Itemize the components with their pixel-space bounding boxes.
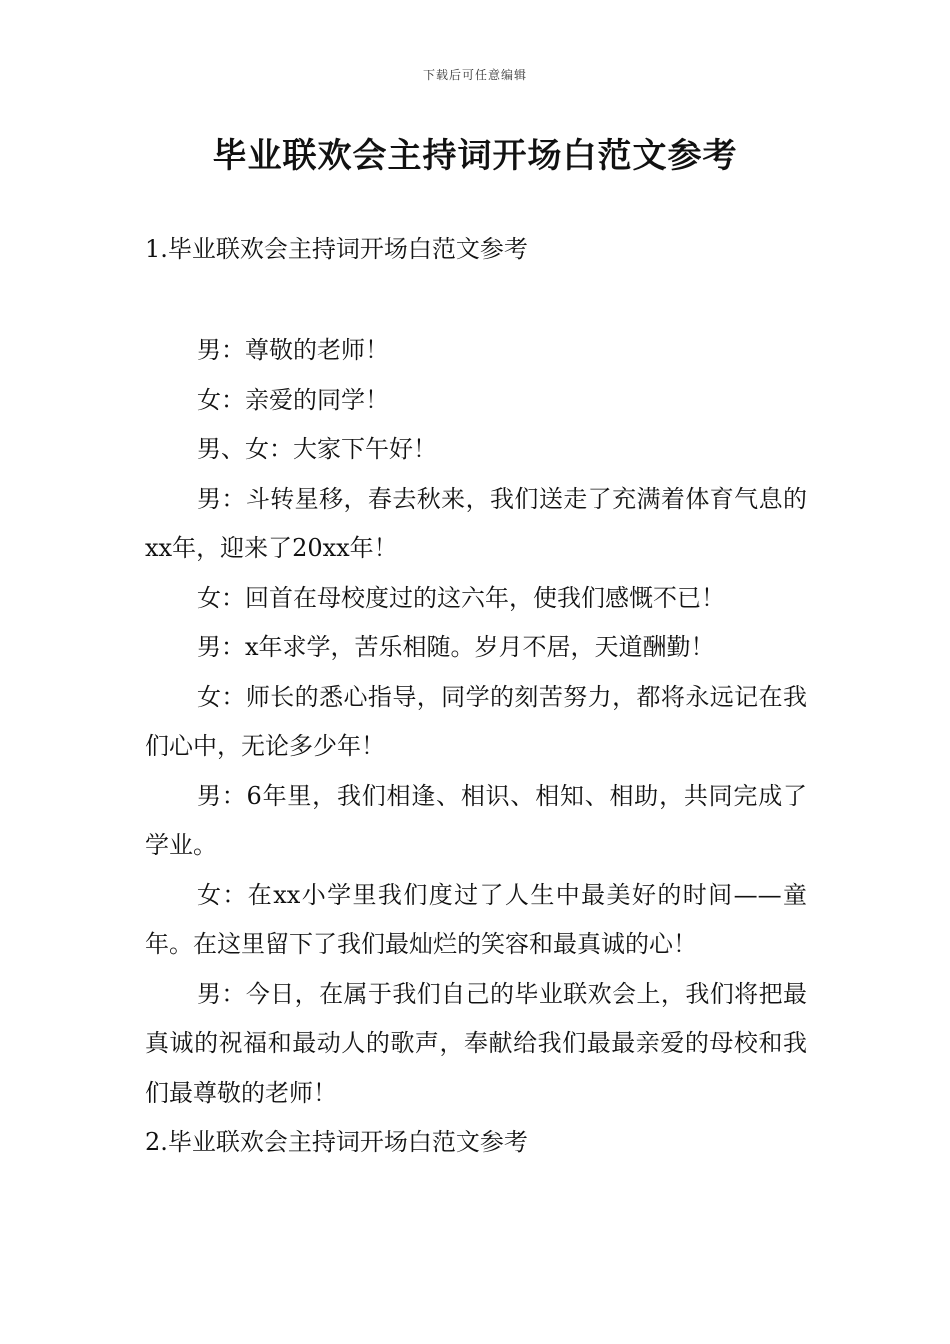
paragraph: 男：6年里，我们相逢、相识、相知、相助，共同完成了学业。 <box>145 781 807 859</box>
section-heading-1: 1.毕业联欢会主持词开场白范文参考 <box>145 235 528 263</box>
paragraph: 男：尊敬的老师！ <box>197 336 389 364</box>
paragraph: 女：在xx小学里我们度过了人生中最美好的时间——童年。在这里留下了我们最灿烂的笑容和最真诚的心！ <box>145 880 807 958</box>
document-title: 毕业联欢会主持词开场白范文参考 <box>212 136 738 176</box>
paragraph: 女：回首在母校度过的这六年，使我们感慨不已！ <box>197 583 725 612</box>
paragraph: 男：x年求学，苦乐相随。岁月不居，天道酬勤！ <box>197 633 715 661</box>
section-heading-2: 2.毕业联欢会主持词开场白范文参考 <box>145 1128 528 1156</box>
paragraph: 女：亲爱的同学！ <box>197 385 389 414</box>
header-note: 下载后可任意编辑 <box>422 68 527 82</box>
paragraph: 男：今日，在属于我们自己的毕业联欢会上，我们将把最真诚的祝福和最动人的歌声，奉献给我们最最亲爱的母校和我们最尊敬的老师！ <box>145 979 807 1107</box>
script-body <box>145 326 807 1168</box>
paragraph: 男、女：大家下午好！ <box>197 435 437 463</box>
paragraph: 女：师长的悉心指导，同学的刻苦努力，都将永远记在我们心中，无论多少年！ <box>145 682 807 760</box>
paragraph: 男：斗转星移，春去秋来，我们送走了充满着体育气息的xx年，迎来了20xx年！ <box>145 484 807 562</box>
